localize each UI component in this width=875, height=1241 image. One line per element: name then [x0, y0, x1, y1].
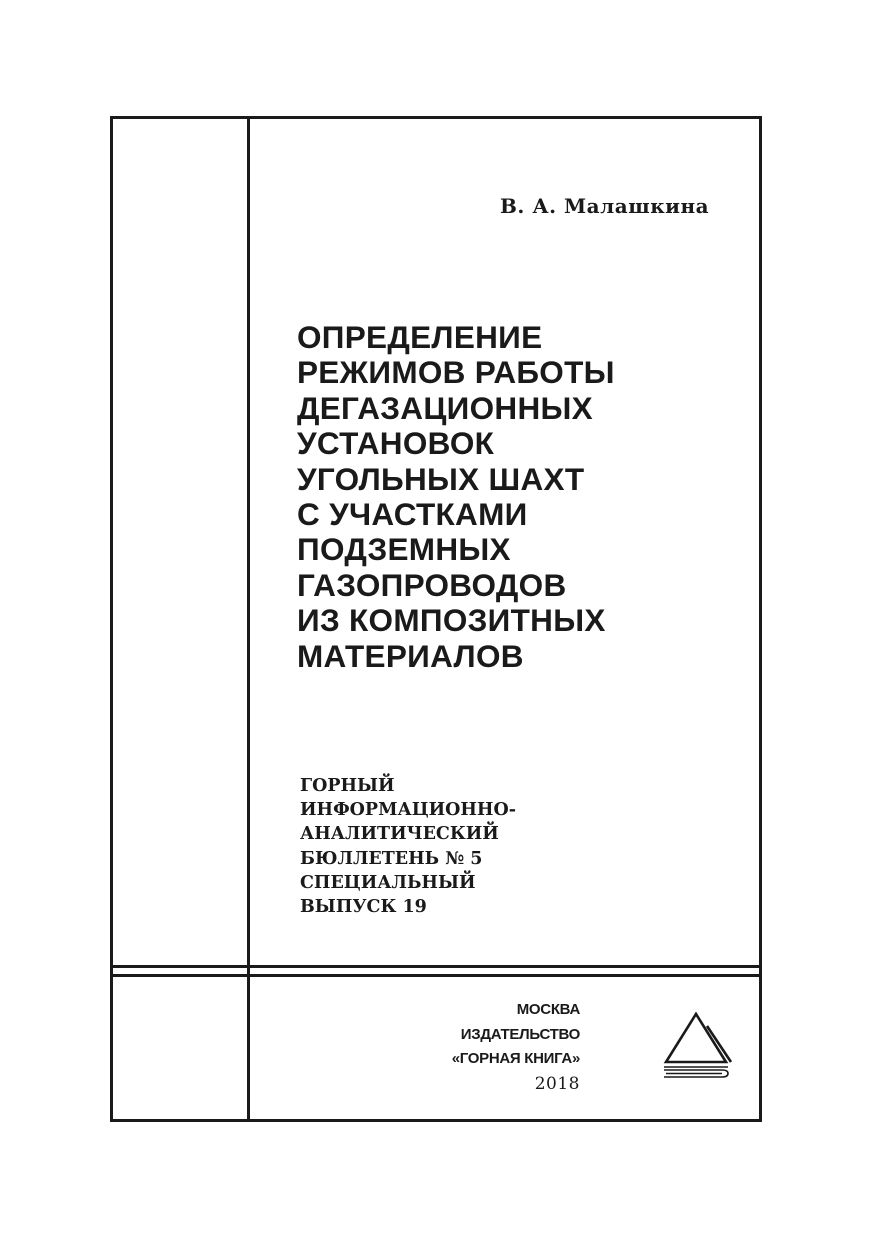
horizontal-divider-bottom [110, 974, 762, 977]
publisher-logo-icon [660, 1010, 736, 1082]
series-line: ГОРНЫЙ [300, 776, 395, 796]
publisher-block [420, 998, 580, 1096]
author-name: В. А. Малашкина [500, 194, 710, 218]
title-line: ПОДЗЕМНЫХ [297, 531, 511, 568]
title-line: УГОЛЬНЫХ ШАХТ [297, 460, 585, 497]
series-line: ВЫПУСК 19 [300, 897, 427, 918]
book-title [297, 320, 737, 674]
title-line: РЕЖИМОВ РАБОТЫ [297, 354, 615, 391]
series-line: АНАЛИТИЧЕСКИЙ [300, 824, 499, 845]
publication-year: 2018 [534, 1073, 580, 1094]
publisher-name: «ГОРНАЯ КНИГА» [451, 1050, 580, 1067]
publisher-label: ИЗДАТЕЛЬСТВО [460, 1025, 580, 1043]
title-line: С УЧАСТКАМИ [297, 496, 528, 533]
series-line: СПЕЦИАЛЬНЫЙ [300, 872, 476, 893]
title-line: ОПРЕДЕЛЕНИЕ [297, 319, 543, 355]
title-line: УСТАНОВОК [297, 425, 495, 462]
title-line: ДЕГАЗАЦИОННЫХ [297, 389, 593, 426]
vertical-divider [247, 116, 250, 1122]
publisher-city: МОСКВА [516, 1001, 580, 1018]
horizontal-divider-top [110, 965, 762, 968]
title-line: ГАЗОПРОВОДОВ [297, 566, 567, 603]
series-line: ИНФОРМАЦИОННО- [300, 800, 516, 821]
series-info [300, 774, 600, 919]
title-line: МАТЕРИАЛОВ [297, 637, 524, 674]
series-line: БЮЛЛЕТЕНЬ № 5 [300, 848, 483, 869]
title-line: ИЗ КОМПОЗИТНЫХ [297, 602, 606, 639]
